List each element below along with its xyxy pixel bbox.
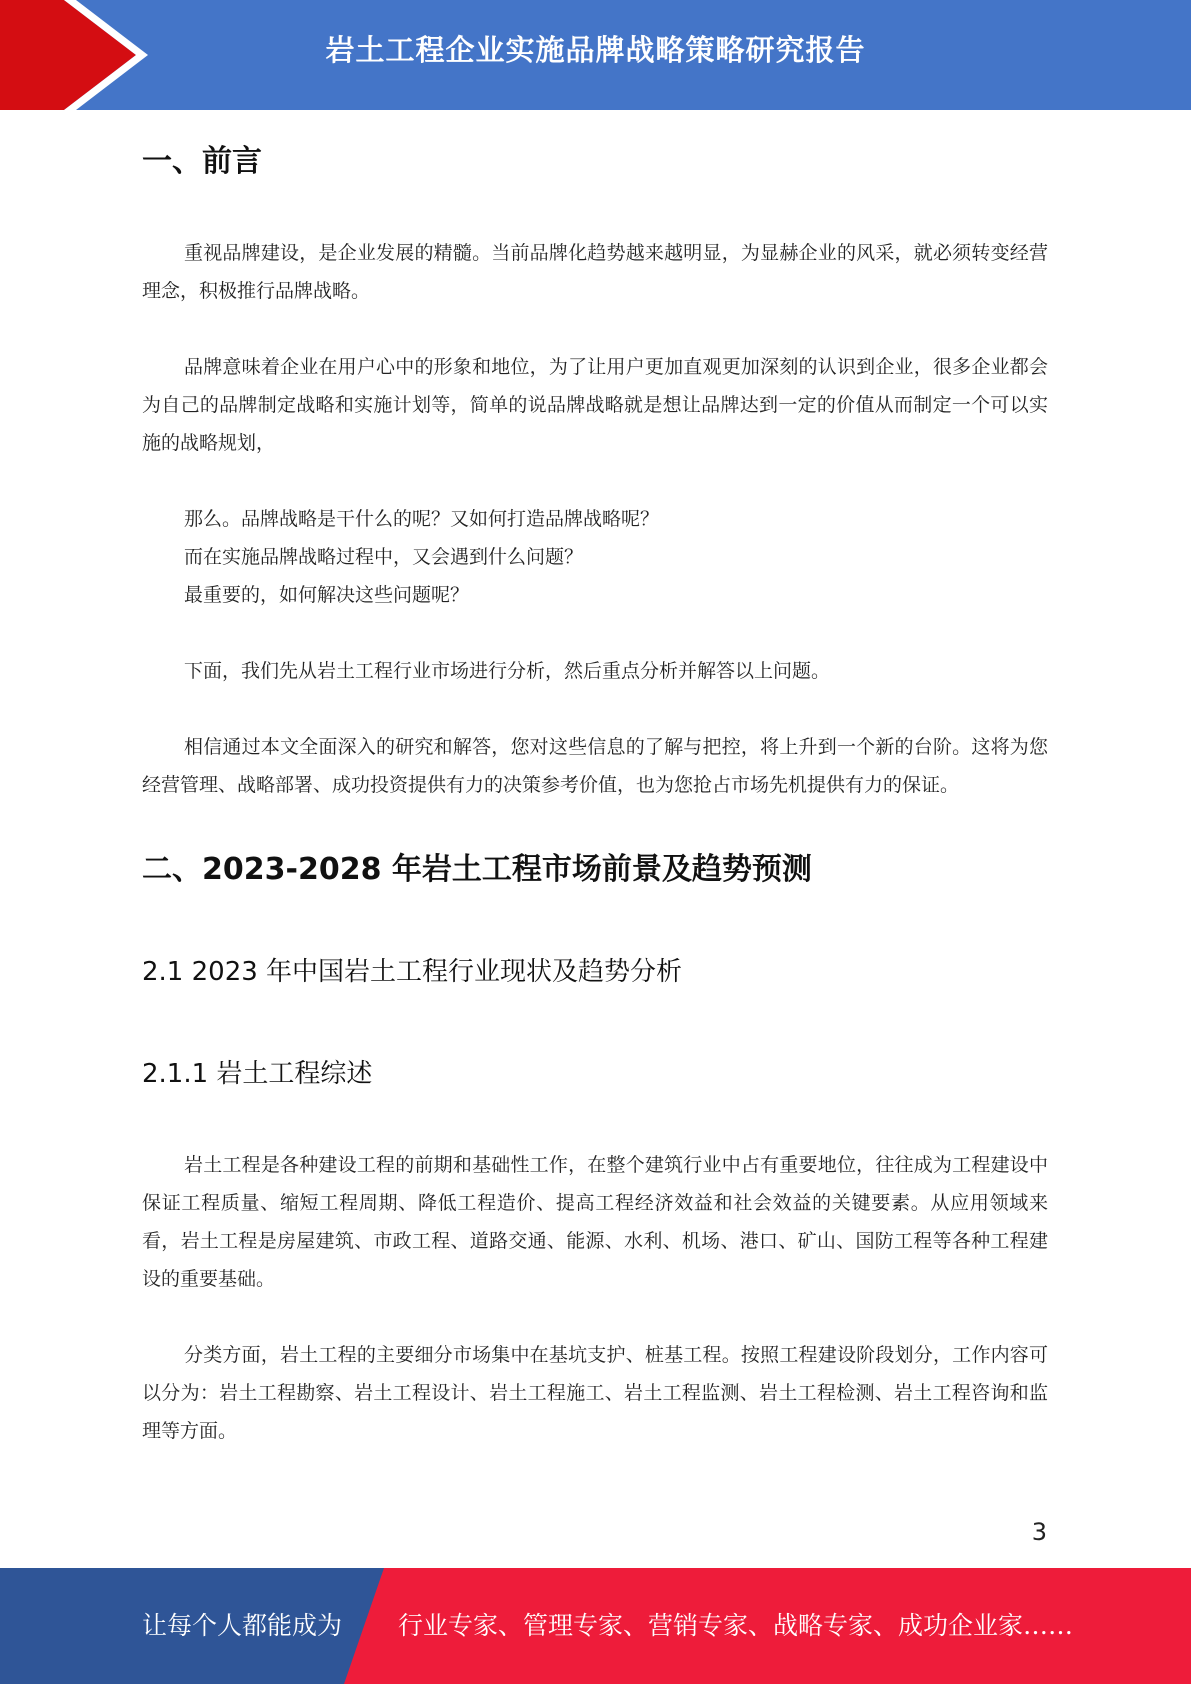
paragraph: 最重要的，如何解决这些问题呢？ (184, 584, 470, 606)
footer-slogan-right: 行业专家、管理专家、营销专家、战略专家、成功企业家…… (398, 1611, 1074, 1640)
page-footer (0, 1568, 1191, 1684)
section-heading-preface: 一、前言 (142, 144, 262, 179)
page-header (0, 0, 1191, 110)
footer-slogan-left: 让每个人都能成为 (142, 1611, 343, 1640)
paragraph: 岩土工程是各种建设工程的前期和基础性工作，在整个建筑行业中占有重要地位，往往成为工程建设中保证工程质量、缩短工程周期、降低工程造价、提高工程经济效益和社会效益的关键要素。从应用领域来看，岩土工程是房屋建筑、市政工程、道路交通、能源、水利、机场、港口、矿山、国防工程等各种工程建设的重要基础。 (142, 1154, 1048, 1290)
header-title: 岩土工程企业实施品牌战略策略研究报告 (325, 33, 866, 67)
section-heading-market-forecast: 二、2023-2028 年岩土工程市场前景及趋势预测 (142, 852, 812, 887)
subsection-heading-2-1: 2.1 2023 年中国岩土工程行业现状及趋势分析 (142, 957, 683, 987)
page-number: 3 (1031, 1518, 1047, 1546)
subsection-heading-2-1-1: 2.1.1 岩土工程综述 (142, 1059, 373, 1089)
paragraph: 下面，我们先从岩土工程行业市场进行分析，然后重点分析并解答以上问题。 (184, 660, 831, 682)
document-body (142, 130, 1048, 1450)
paragraph: 相信通过本文全面深入的研究和解答，您对这些信息的了解与把控，将上升到一个新的台阶。这将为您经营管理、战略部署、成功投资提供有力的决策参考价值，也为您抢占市场先机提供有力的保证。 (142, 736, 1048, 796)
paragraph: 而在实施品牌战略过程中，又会遇到什么问题？ (184, 546, 584, 568)
paragraph: 品牌意味着企业在用户心中的形象和地位，为了让用户更加直观更加深刻的认识到企业，很多企业都会为自己的品牌制定战略和实施计划等，简单的说品牌战略就是想让品牌达到一定的价值从而制定一个可以实施的战略规划， (142, 356, 1048, 454)
paragraph: 分类方面，岩土工程的主要细分市场集中在基坑支护、桩基工程。按照工程建设阶段划分，工作内容可以分为：岩土工程勘察、岩土工程设计、岩土工程施工、岩土工程监测、岩土工程检测、岩土工程咨询和监理等方面。 (142, 1344, 1048, 1442)
paragraph: 重视品牌建设，是企业发展的精髓。当前品牌化趋势越来越明显，为显赫企业的风采，就必须转变经营理念，积极推行品牌战略。 (142, 242, 1048, 302)
paragraph: 那么。品牌战略是干什么的呢？又如何打造品牌战略呢？ (184, 508, 660, 530)
